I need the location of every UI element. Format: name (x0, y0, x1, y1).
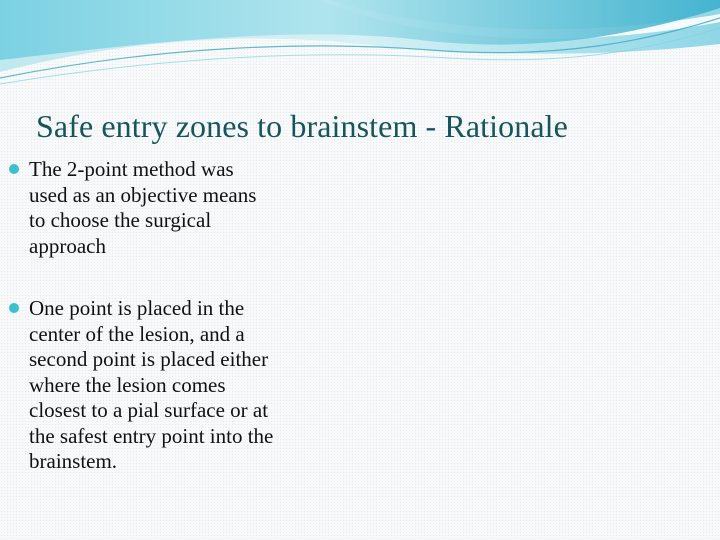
slide-title: Safe entry zones to brainstem - Rationale (36, 108, 568, 144)
wave-header-decoration (0, 0, 720, 90)
bullet-item (8, 157, 328, 259)
bullet-line: One point is placed in the (29, 296, 245, 320)
bullet-list (8, 157, 328, 475)
bullet-line: where the lesion comes (29, 372, 226, 397)
bullet-line: approach (29, 233, 106, 258)
bullet-line: center of the lesion, and a (29, 321, 245, 346)
bullet-line: The 2-point method was (29, 157, 234, 181)
bullet-dot-icon (9, 164, 19, 174)
bullet-line: brainstem. (29, 449, 118, 473)
bullet-line: closest to a pial surface or at (29, 398, 269, 422)
bullet-line: the safest entry point into the (29, 423, 274, 448)
bullet-line: used as an objective means (29, 182, 257, 207)
bullet-line: to choose the surgical (29, 208, 212, 232)
bullet-dot-icon (9, 303, 19, 313)
bullet-line: second point is placed either (29, 347, 269, 371)
bullet-item (8, 296, 328, 475)
